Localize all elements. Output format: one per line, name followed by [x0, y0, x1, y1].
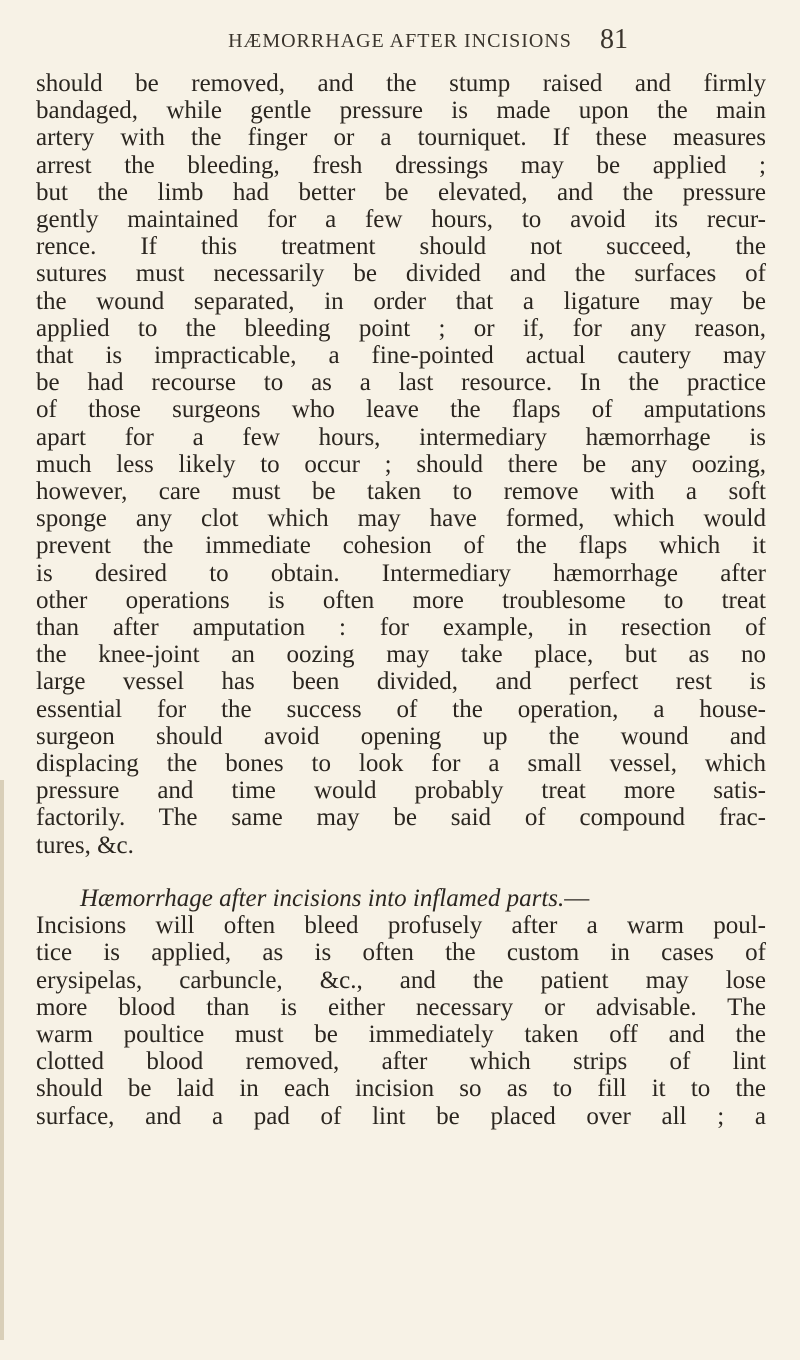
paragraph-spacer: [36, 859, 766, 885]
text-line: should be removed, and the stump raised and firmly: [36, 70, 766, 97]
text-line: arrest the bleeding, fresh dressings may be applied ;: [36, 151, 766, 179]
text-line: but the limb had better be elevated, and the pressure: [36, 178, 766, 206]
text-line: other operations is often more troublesome to treat: [36, 586, 766, 614]
text-line: erysipelas, carbuncle, &c., and the patient may lose: [36, 966, 766, 994]
page-number: 81: [600, 24, 628, 55]
body-text: [36, 70, 766, 1130]
text-line: the wound separated, in order that a ligature may be: [36, 287, 766, 315]
paragraph-1: [36, 70, 766, 859]
text-line: artery with the finger or a tourniquet. If these measures: [36, 124, 766, 152]
text-line: that is impracticable, a fine-pointed actual cautery may: [36, 342, 766, 370]
paragraph-2: [36, 885, 766, 1130]
text-line: pressure and time would probably treat more satis-: [36, 777, 766, 805]
text-line: should be laid in each incision so as to fill it to the: [36, 1075, 766, 1103]
text-line: bandaged, while gentle pressure is made upon the main: [36, 97, 766, 125]
text-line: gently maintained for a few hours, to avoid its recur-: [36, 206, 766, 234]
text-line: clotted blood removed, after which strips of lint: [36, 1048, 766, 1076]
text-line: is desired to obtain. Intermediary hæmorrhage after: [36, 559, 766, 587]
text-line: prevent the immediate cohesion of the flaps which it: [36, 532, 766, 560]
text-line: more blood than is either necessary or advisable. The: [36, 993, 766, 1021]
text-line: large vessel has been divided, and perfect rest is: [36, 668, 766, 696]
page-edge-shadow: [0, 780, 4, 1340]
text-line: Incisions will often bleed profusely after a warm poul-: [36, 912, 766, 940]
text-line: much less likely to occur ; should there be any oozing,: [36, 450, 766, 478]
text-line: warm poultice must be immediately taken off and the: [36, 1020, 766, 1048]
text-line: tice is applied, as is often the custom in cases of: [36, 939, 766, 967]
section-heading: Hæmorrhage after incisions into inflamed parts.: [80, 884, 565, 912]
text-line: of those surgeons who leave the flaps of amputations: [36, 396, 766, 424]
text-line: surgeon should avoid opening up the wound and: [36, 722, 766, 750]
text-line: however, care must be taken to remove with a soft: [36, 478, 766, 506]
text-line: essential for the success of the operation, a house-: [36, 695, 766, 723]
text-line: be had recourse to as a last resource. In the practice: [36, 369, 766, 397]
text-line: surface, and a pad of lint be placed over all ; a: [36, 1102, 766, 1130]
text-line: applied to the bleeding point ; or if, for any reason,: [36, 314, 766, 342]
section-heading-line: [36, 885, 766, 912]
text-line: rence. If this treatment should not succeed, the: [36, 233, 766, 261]
text-line: than after amputation : for example, in resection of: [36, 614, 766, 642]
text-line: the knee-joint an oozing may take place, but as no: [36, 641, 766, 669]
text-line: tures, &c.: [36, 831, 134, 859]
text-line: factorily. The same may be said of compound frac-: [36, 804, 766, 832]
text-line: apart for a few hours, intermediary hæmorrhage is: [36, 423, 766, 451]
text-line: sponge any clot which may have formed, which would: [36, 505, 766, 533]
text-line: sutures must necessarily be divided and the surfaces of: [36, 260, 766, 288]
text-line: displacing the bones to look for a small vessel, which: [36, 750, 766, 778]
heading-dash: —: [564, 884, 590, 912]
running-head: HÆMORRHAGE AFTER INCISIONS: [228, 30, 572, 52]
